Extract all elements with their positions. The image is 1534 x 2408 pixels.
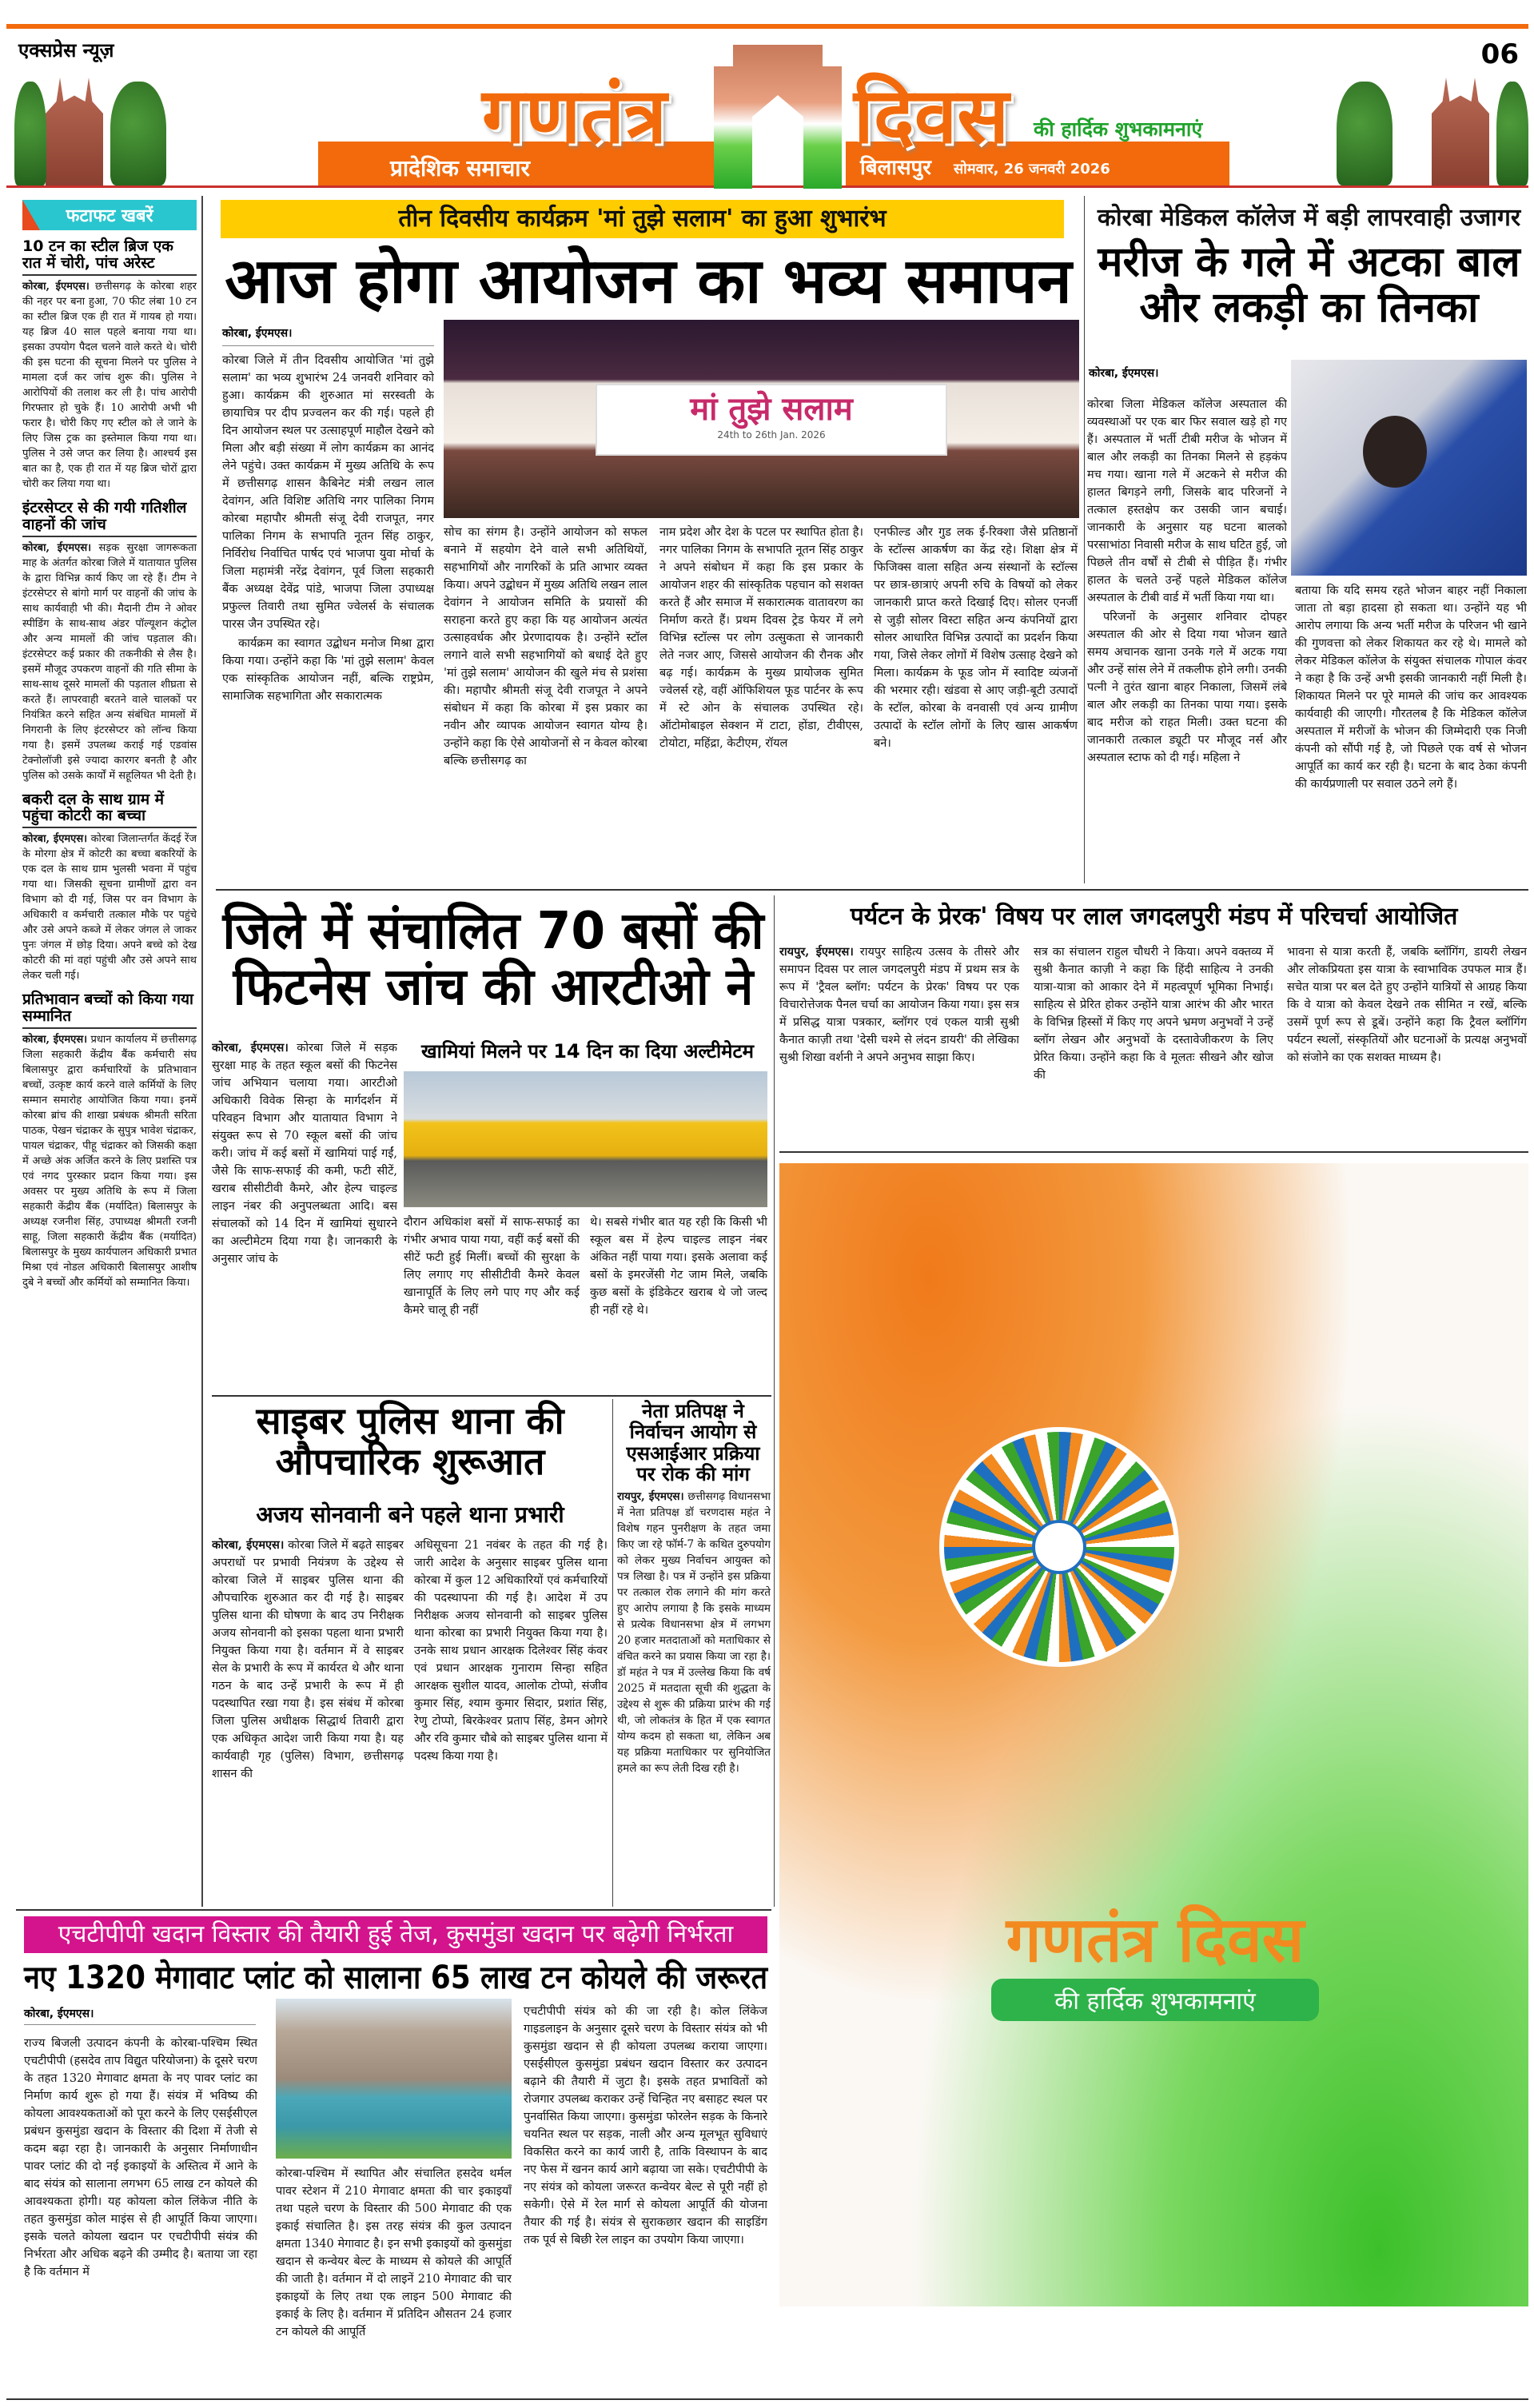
brief-text: कोरबा जिलान्तर्गत केंदई रेंज के मोरगा क्षेत्र में कोटरी का बच्चा बकरियों के एक दल के साथ ग्राम भुलसी भवना में पहुंच गया था। जिसकी सूचना ग्रामीणों द्वारा वन विभाग को दी गई, जिस पर वन विभाग के अधिकारी व कर्मचारी तत्काल मौके पर पहुंचे और उसे अपने कब्जे में लेकर जंगल ले जाकर पुनः जंगल में छोड़ दिया। अपने बच्चे को देख कोटरी की मां वहां पहुंची और उसे अपने साथ लेकर चली गई। [22,833,197,983]
tree-illustration [110,82,166,185]
brief-text: सड़क सुरक्षा जागरूकता माह के अंतर्गत कोरबा जिले में यातायात पुलिस के द्वारा विभिन्न कार्य किए जा रहे हैं। टीम ने इंटरसेप्टर से बांगो मार्ग पर वाहनों की जांच के साथ कार्यवाही भी की। मैदानी टीम ने ओवर स्पीडिंग के साथ-साथ अंडर पॉल्यूशन कंट्रोल और अन्य मामलों की जांच पड़ताल की। इंटरसेप्टर कई प्रकार की तकनीकी से लैस है। इसमें मौजूद उपकरण वाहनों की गति सीमा के साथ-साथ दूसरे मामलों की पड़ताल शीघ्रता से करते हैं। लापरवाही बरतने वाले चालकों पर नियंत्रित करने सहित अन्य संबंधित मामलों में निगरानी के लिए इंटरसेप्टर को लॉन्च किया गया है। इसमें उपलब्ध कराई गई एडवांस टेक्नोलॉजी इसे ज्यादा कारगर बनती है और पुलिस को उसके कार्यों में सहूलियत भी देती है। [22,541,197,782]
brief-text: छत्तीसगढ़ के कोरबा शहर की नहर पर बना हुआ, 70 फीट लंबा 10 टन का स्टील ब्रिज एक ही रात में गायब हो गया। यह ब्रिज 40 साल पहले बनाया गया था। इसका उपयोग पैदल चलने वाले करते थे। चोरी की इस घटना की सूचना मिलने पर पुलिस ने मामला दर्ज कर जांच शुरू की। पुलिस ने आरोपियों की तलाश कर ली है। पांच आरोपी गिरफ्तार हो चुके हैं। 10 आरोपी अभी भी फरार है। चोरी किए गए स्टील को ले जाने के लिए जिस ट्रक का इस्तेमाल किया गया था। पुलिस ने उसे जप्त कर लिया है। आश्चर्य इस बात का है, एक ही रात में यह ब्रिज चोरों द्वारा चोरी कर लिया गया था। [22,280,197,490]
brief-title: इंटरसेप्टर से की गयी गतिशील वाहनों की जांच [22,500,197,537]
patient-figure [1363,416,1427,488]
red-fort-illustration-right [1424,66,1496,185]
ntpc-column-3: एचटीपीपी संयंत्र को की जा रही है। कोल लिंकेज गाइडलाइन के अनुसार दूसरे चरण के विस्तार संयंत्र को भी कुसमुंडा खदान से ही कोयला उपलब्ध कराया जाएगा। एसईसीएल कुसमुंडा प्रबंधन खदान विस्तार कर उत्पादन बढ़ाने की तैयारी में जुटा है। इसके तहत प्रभावितों को रोजगार उपलब्ध कराकर उन्हें चिन्हित नए बसाहट स्थल पर पुनर्वासित किया जाएगा। कुसमुंडा फोरलेन सड़क के किनारे चयनित स्थल पर सड़क, नाली और अन्य मूलभूत सुविधाएं विकसित करने का कार्य जारी है, ताकि विस्थापन के बाद नए फेस में खनन कार्य आगे बढ़ाया जा सके। एचटीपीपी के नए संयंत्र को कोयला जरूरत कन्वेयर बेल्ट से पूरी नहीं हो सकेगी। ऐसे में रेल मार्ग से कोयला आपूर्ति की योजना तैयार की गई है। संयंत्र से सुराकछार खदान की साइडिंग तक पूर्व से बिछी रेल लाइन का उपयोग किया जाएगा। [524,2005,767,2247]
paragraph: परिजनों के अनुसार शनिवार दोपहर अस्पताल की ओर से दिया गया भोजन खाते समय अचानक खाना उनके गले में अटक गया और उन्हें सांस लेने में तकलीफ होने लगी। उनकी पत्नी ने तुरंत खाना बाहर निकाला, जिसमें लंबे बाल और लकड़ी का तिनका पाया गया। इसके बाद मरीज को राहत मिली। उक्त घटना की जानकारी तत्काल ड्यूटी पर मौजूद नर्स और अस्पताल स्टाफ को दी गई। महिला ने [1087,611,1287,764]
left-news-column [22,200,197,1290]
dateline: कोरबा, ईएमएस। [22,1034,88,1047]
ntpc-column-1: राज्य बिजली उत्पादन कंपनी के कोरबा-पश्चिम स्थित एचटीपीपी (हसदेव ताप विद्युत परियोजना) के दूसरे चरण के तहत 1320 मेगावाट क्षमता के नए पावर प्लांट का निर्माण कार्य शुरू हो गया हैं। संयंत्र में भविष्य की कोयला आवश्यकताओं को पूरा करने के लिए एसईसीएल प्रबंधन कुसमुंडा खदान के विस्तार की दिशा में तेजी से कदम बढ़ा रहा है। जानकारी के अनुसार निर्माणाधीन पावर प्लांट की दो नई इकाइयों के अस्तित्व में आने के बाद संयंत्र को सालाना लगभग 65 लाख टन कोयले की आवश्यकता होगी। यह कोयला कोल लिंकेज नीति के तहत कुसमुंडा कोल माइंस से ही आपूर्ति किया जाएगा। इसके चलते कोयला खदान पर एचटीपीपी संयंत्र की निर्भरता और अधिक बढ़ने की उम्मीद है। बताया जा रहा है कि वर्तमान में [24,2037,257,2278]
tree-illustration [1337,82,1393,185]
news-brief [22,991,197,1290]
date-label: सोमवार, 26 जनवरी 2026 [954,161,1110,177]
brief-body [22,831,197,983]
stage-banner [596,384,947,456]
cyber-column-1 [212,1537,404,1904]
paragraph: रायपुर साहित्य उत्सव के तीसरे और समापन दिवस पर लाल जगदलपुरी मंडप में प्रथम सत्र के रूप में 'ट्रैवल ब्लॉग: पर्यटन के प्रेरक' विषय पर एक विचारोत्तेजक पैनल चर्चा का आयोजन किया गया। इस सत्र में प्रसिद्ध यात्रा पत्रकार, ब्लॉगर एवं एकल यात्री सुश्री कैनात काज़ी तथा 'देसी चश्मे से लंदन डायरी' की लेखिका सुश्री शिखा वर्शनी ने अपने अनुभव साझा किए। [779,946,1019,1064]
ad-title: गणतंत्र दिवस [1006,1904,1305,1976]
stage-banner-dates: 24th to 26th Jan. 2026 [717,429,826,441]
india-gate-illustration [714,45,842,189]
paper-name: एक्सप्रेस न्यूज़ [18,39,114,62]
brief-title: प्रतिभावान बच्चों को किया गया सम्मानित [22,991,197,1029]
news-brief [22,791,197,984]
city-label: बिलासपुर [860,156,931,180]
title-diwas: दिवस [854,71,1010,161]
paragraph: कार्यक्रम का स्वागत उद्बोधन मनोज मिश्रा द्वारा किया गया। उन्होंने कहा कि 'मां तुझे सलाम' केवल एक सांस्कृतिक आयोजन नहीं, बल्कि राष्ट्रप्रेम, सामाजिक सहभागिता और सकारात्मक [222,637,434,703]
divider [222,345,434,346]
lead-column-3: नाम प्रदेश और देश के पटल पर स्थापित होता है। नगर पालिका निगम के सभापति नूतन सिंह ठाकुर ने अपने संबोधन में कहा कि इस प्रकार के आयोजन शहर की सांस्कृतिक पहचान को सशक्त करते हैं और समाज में सकारात्मक वातावरण का निर्माण करते हैं। प्रथम दिवस ट्रेड फेयर में लगे विभिन्न स्टॉल्स पर लोग उत्सुकता से जानकारी लेते नजर आए, जिससे आयोजन की रौनक और बढ़ गई। कार्यक्रम के मुख्य प्रायोजक सुमित ज्वेलर्स रहे, वहीं ऑफिशियल फूड पार्टनर के रूप में स्टे ओन के संचालक उपस्थित रहे। ऑटोमोबाइल सेक्शन में टाटा, होंडा, टीवीएस, टोयोटा, महिंद्रा, केटीएम, रॉयल [659,526,863,750]
paragraph: कोरबा जिले में बढ़ते साइबर अपराधों पर प्रभावी नियंत्रण के उद्देश्य से कोरबा जिले में साइबर पुलिस थाना की औपचारिक शुरुआत कर दी गई है। साइबर पुलिस थाना की घोषणा के बाद उप निरीक्षक अजय सोनवानी को इसका पहला थाना प्रभारी नियुक्त किया गया है। वर्तमान में वे साइबर सेल के प्रभारी के रूप में कार्यरत थे और थाना गठन के बाद उन्हें प्रभारी के रूप में ही पदस्थापित रखा गया है। इस संबंध में कोरबा जिला पुलिस अधीक्षक सिद्धार्थ तिवारी द्वारा एक अधिकृत आदेश जारी किया गया है। यह कार्यवाही गृह (पुलिस) विभाग, छत्तीसगढ़ शासन की [212,1539,404,1780]
ntpc-dateline: कोरबा, ईएमएस। [24,2007,94,2020]
column-divider [201,196,203,1907]
tree-illustration [1496,82,1528,185]
lead-headline: आज होगा आयोजन का भव्य समापन [225,245,1072,317]
medical-kicker: कोरबा मेडिकल कॉलेज में बड़ी लापरवाही उजागर [1097,204,1521,232]
masthead [6,24,1528,188]
title-ganatantra: गणतंत्र [482,71,667,161]
ad-subtitle: की हार्दिक शुभकामनाएं [991,1979,1319,2021]
column-divider [774,895,775,1907]
dateline: कोरबा, ईएमएस। [212,1538,285,1552]
brief-text: प्रधान कार्यालय में छत्तीसगढ़ जिला सहकारी केंद्रीय बैंक कर्मचारी संघ बिलासपुर द्वारा कर्मचारियों के प्रतिभावान बच्चों, उत्कृष्ट कार्य करने वाले कर्मियों के लिए सम्मान समारोह आयोजित किया गया। इनमें कोरबा ब्रांच की शाखा प्रबंधक श्रीमती सरिता पाठक, पेखन चंद्राकर के सुपुत्र भावेश चंद्राकर, पायल चंद्राकर, पीहू चंद्राकर को जिसकी कक्षा में अच्छे अंक अर्जित करने के लिए प्रशस्ति पत्र एवं नगद पुरस्कार प्रदान किया गया। इस अवसर पर मुख्य अतिथि के रूप में जिला सहकारी केंद्रीय बैंक (मर्यादित) बिलासपुर के अध्यक्ष रजनीश सिंह, उपाध्यक्ष श्रीमती रजनी साहू, जिला सहकारी केंद्रीय बैंक (मर्यादित) बिलासपुर के मुख्य कार्यपालन अधिकारी प्रभात मिश्रा एवं नोडल अधिकारी बिलासपुर आशीष दुबे ने बच्चों और कर्मियों को सम्मानित किया। [22,1034,197,1290]
patient-photo [1291,360,1527,576]
section-divider [779,1151,1528,1153]
dateline: रायपुर, ईएमएस। [617,1490,684,1503]
paragraph: कोरबा जिला मेडिकल कॉलेज अस्पताल की व्यवस्थाओं पर एक बार फिर सवाल खड़े हो गए हैं। अस्पताल में भर्ती टीबी मरीज के भोजन में बाल और लकड़ी का तिनका मिलने से हड़कंप मच गया। खाना गले में अटकने से मरीज की हालत बिगड़ने लगी, जिसके बाद परिजनों ने तत्काल हस्तक्षेप कर उसकी जान बचाई। जानकारी के अनुसार यह घटना बालको परसाभांठा निवासी मरीज के साथ घटित हुई, जो पिछले तीन वर्षों से टीबी से पीड़ित हैं। गंभीर हालत के चलते उन्हें पहले मेडिकल कॉलेज अस्पताल के टीबी वार्ड में भर्ती किया गया था। [1087,398,1287,604]
page-bottom-rule [6,2398,1528,2400]
medical-column-1 [1087,396,1287,883]
news-brief [22,238,197,492]
banner-accent [22,200,40,230]
lead-column-2: सोच का संगम है। उन्होंने आयोजन को सफल बनाने में सहयोग देने वाले सभी अतिथियों, सहभागियों और नागरिकों के प्रति आभार व्यक्त किया। अपने उद्बोधन में मुख्य अतिथि लखन लाल देवांगन ने आयोजन समिति के प्रयासों की सराहना करते हुए कहा कि यह आयोजन अत्यंत उत्साहवर्धक और प्रेरणादायक है। उन्होंने स्टॉल लगाने वाले सभी सहभागियों को बधाई देते हुए 'मां तुझे सलाम' आयोजन की खुले मंच से प्रशंसा की। महापौर श्रीमती संजू देवी राजपूत ने अपने संबोधन में कहा कि कोरबा में इस प्रकार का नवीन और व्यापक आयोजन स्वागत योग्य है। उन्होंने कहा कि ऐसे आयोजनों से न केवल कोरबा बल्कि छत्तीसगढ़ का [444,526,647,767]
bus-headline: जिले में संचालित 70 बसों की फिटनेस जांच की आरटीओ ने [222,902,764,1018]
ntpc-headline: नए 1320 मेगावाट प्लांट को सालाना 65 लाख टन कोयले की जरूरत [24,1959,767,1996]
stage-banner-title: मां तुझे सलाम [690,391,853,428]
page-number: 06 [1480,38,1519,70]
section-divider [16,1909,771,1911]
medical-dateline: कोरबा, ईएमएस। [1089,367,1159,380]
brief-title: बकरी दल के साथ ग्राम में पहुंचा कोटरी का बच्चा [22,791,197,829]
opposition-headline: नेता प्रतिपक्ष ने निर्वाचन आयोग से एसआईआर प्रक्रिया पर रोक की मांग [626,1400,760,1486]
republic-day-greeting-ad [779,1163,1528,2306]
paragraph: कोरबा जिले में सड़क सुरक्षा माह के तहत स्कूल बसों की फिटनेस जांच अभियान चलाया गया। आरटीओ अधिकारी विवेक सिन्हा के मार्गदर्शन में परिवहन विभाग और यातायात विभाग ने संयुक्त रूप से 70 स्कूल बसों की जांच करी। जांच में कई बसों में खामियां पाई गईं, जैसे कि साफ-सफाई की कमी, फटी सीटें, खराब सीसीटीवी कैमरे, और हेल्प चाइल्ड लाइन नंबर की अनुपलब्धता आदि। बस संचालकों को 14 दिन में खामियां सुधारने का अल्टीमेटम दिया गया है। जानकारी के अनुसार जांच के [212,1042,397,1266]
bus-column-3: थे। सबसे गंभीर बात यह रही कि किसी भी स्कूल बस में हेल्प चाइल्ड लाइन नंबर अंकित नहीं पाया गया। इसके अलावा कई बसों के इमरजेंसी गेट जाम मिले, जबकि कुछ बसों के इंडिकेटर खराब थे जो जल्द ही नहीं रहे थे। [590,1216,767,1317]
tree-illustration [14,82,46,185]
coal-mine-photo [276,1999,512,2159]
red-fort-illustration-left [38,66,110,185]
medical-column-2: बताया कि यदि समय रहते भोजन बाहर नहीं निकाला जाता तो बड़ा हादसा हो सकता था। उन्होंने यह भी आरोप लगाया कि अन्य भर्ती मरीज के परिजन भी खाने की गुणवत्ता को लेकर शिकायत कर रहे थे। मामले को लेकर मेडिकल कॉलेज के संयुक्त संचालक गोपाल कंवर ने कहा है कि उन्हें अभी इसकी जानकारी नहीं मिली है। शिकायत मिलने पर पूरे मामले की जांच कर आवश्यक कार्यवाही की जाएगी। गौरतलब है कि मेडिकल कॉलेज अस्पताल में मरीजों के भोजन की जिम्मेदारी एक निजी कंपनी को सौंपी गई है, जो पिछले एक वर्ष से भोजन आपूर्ति का कार्य कर रही है। घटना के बाद ठेका कंपनी की कार्यप्रणाली पर सवाल उठने लगे हैं। [1295,584,1527,791]
lead-column-4: एनफील्ड और गुड लक ई-रिक्शा जैसे प्रतिष्ठानों के स्टॉल्स आकर्षण का केंद्र रहे। शिक्षा क्षेत्र में फिजिक्स वाला सहित अन्य संस्थानों के स्टॉल्स पर छात्र-छात्राएं अपनी रुचि के विषयों को लेकर जानकारी प्राप्त करते दिखाई दिए। सोलर एनर्जी से जुड़ी सोलर विस्टा सहित अन्य कंपनियों द्वारा सोलर आधारित विभिन्न उत्पादों का प्रदर्शन किया गया, जिसे लेकर लोगों में विशेष उत्साह देखने को मिला। कार्यक्रम के फूड जोन में स्वादिष्ट व्यंजनों की भरमार रही। खंडवा से आए जड़ी-बूटी उत्पादों के स्टॉल, कोरबा के वनवासी एवं अन्य ग्रामीण उत्पादों के स्टॉल लोगों के लिए खास आकर्षण बने। [874,526,1078,750]
quick-news-banner [22,200,197,230]
school-bus-inspection-photo [404,1071,767,1207]
brief-title: 10 टन का स्टील ब्रिज एक रात में चोरी, पांच अरेस्ट [22,238,197,276]
tourism-column-1 [779,943,1019,1147]
bus-column-1 [212,1039,397,1391]
brief-body [22,279,197,492]
cyber-subhead: अजय सोनवानी बने पहले थाना प्रभारी [256,1501,564,1528]
ntpc-column-2: कोरबा-पश्चिम में स्थापित और संचालित हसदेव थर्मल पावर स्टेशन में 210 मेगावाट क्षमता की चार इकाइयाँ तथा पहले चरण के विस्तार की 500 मेगावाट की एक इकाई संचालित है। इस तरह संयंत्र की कुल उत्पादन क्षमता 1340 मेगावाट है। इन सभी इकाइयों को कुसमुंडा खदान से कन्वेयर बेल्ट के माध्यम से कोयले की आपूर्ति की जाती है। वर्तमान में दो लाइनें 210 मेगावाट की चार इकाइयों के लिए तथा एक लाइन 500 मेगावाट की इकाई के लिए है। वर्तमान में प्रतिदिन औसतन 24 हजार टन कोयले की आपूर्ति [276,2167,512,2338]
brief-body [22,540,197,783]
tourism-headline: पर्यटन के प्रेरक' विषय पर लाल जगदलपुरी मंडप में परिचर्चा आयोजित [850,903,1458,931]
divider [24,2024,256,2025]
lead-kicker: तीन दिवसीय कार्यक्रम 'मां तुझे सलाम' का हुआ शुभारंभ [221,200,1064,238]
greeting-label: की हार्दिक शुभकामनाएं [1034,118,1203,141]
cyber-column-2: अधिसूचना 21 नवंबर के तहत की गई है। जारी आदेश के अनुसार साइबर पुलिस थाना कोरबा में कुल 12 अधिकारियों एवं कर्मचारियों की पदस्थापना की गई है। आदेश में उप निरीक्षक अजय सोनवानी को साइबर पुलिस थाना कोरबा का प्रभारी नियुक्त किया गया है। उनके साथ प्रधान आरक्षक दिलेश्वर सिंह कंवर एवं प्रधान आरक्षक गुनाराम सिन्हा सहित आरक्षक सुशील यादव, आलोक टोप्पो, संजीव कुमार सिंह, श्याम कुमार सिदार, प्रशांत सिंह, रेणु टोप्पो, बिरकेश्वर प्रताप सिंह, डेमन ओगरे और रवि कुमार चौबे को साइबर पुलिस थाना में पदस्थ किया गया है। [414,1539,608,1763]
news-brief [22,500,197,783]
medical-headline: मरीज के गले में अटका बाल और लकड़ी का तिनका [1098,238,1520,333]
bus-column-2: दौरान अधिकांश बसों में साफ-सफाई का गंभीर अभाव पाया गया, वहीं कई बसों की सीटें फटी हुई मिलीं। बच्चों की सुरक्षा के लिए लगाए गए सीसीटीवी कैमरे केवल खानापूर्ति के लिए लगे पाए गए और कई कैमरे चालू ही नहीं [404,1216,580,1317]
paragraph: कोरबा जिले में तीन दिवसीय आयोजित 'मां तुझे सलाम' का भव्य शुभारंभ 24 जनवरी शनिवार को हुआ। कार्यक्रम की शुरुआत मां सरस्वती के छायाचित्र पर दीप प्रज्वलन कर की गई। पहले ही दिन आयोजन स्थल पर उत्साहपूर्ण माहौल देखने को मिला और बड़ी संख्या में लोग कार्यक्रम का आनंद लेने पहुंचे। उक्त कार्यक्रम में मुख्य अतिथि के रूप में छत्तीसगढ़ शासन कैबिनेट मंत्री लखन लाल देवांगन, अति विशिष्ट अतिथि नगर पालिका निगम कोरबा महापौर श्रीमती संजू देवी राजपूत, नगर पालिका निगम के सभापति नूतन सिंह ठाकुर, निर्विरोध निर्वाचित पार्षद एवं भाजपा युवा मोर्चा के जिला महामंत्री नरेंद्र देवांगन, पूर्व जिला सहकारी बैंक अध्यक्ष देवेंद्र पांडे, भाजपा जिला उपाध्यक्ष प्रफुल्ल तिवारी तथा सुमित ज्वेलर्स के संचालक पारस जैन उपस्थित रहे। [222,354,434,631]
brief-body [22,1032,197,1290]
cyber-headline: साइबर पुलिस थाना की औपचारिक शुरूआत [256,1399,564,1483]
dateline: कोरबा, ईएमएस। [22,280,90,293]
opposition-body [617,1489,771,1904]
paragraph: छत्तीसगढ़ विधानसभा में नेता प्रतिपक्ष डॉ चरणदास महंत ने विशेष गहन पुनरीक्षण के तहत जमा किए जा रहे फॉर्म-7 के कथित दुरुपयोग को लेकर मुख्य निर्वाचन आयुक्त को पत्र लिखा है। पत्र में उन्होंने इस प्रक्रिया पर तत्काल रोक लगाने की मांग करते हुए आरोप लगाया है कि इसके माध्यम से प्रत्येक विधानसभा क्षेत्र में लगभग 20 हजार मतदाताओं को मताधिकार से वंचित करने का प्रयास किया जा रहा है। डॉ महंत ने पत्र में उल्लेख किया कि वर्ष 2025 में मतदाता सूची की शुद्धता के उद्देश्य से शुरू की प्रक्रिया प्रारंभ की गई थी, जो लोकतंत्र के हित में एक स्वागत योग्य कदम हो सकता था, लेकिन अब यह प्रक्रिया मताधिकार पर सुनियोजित हमले का रूप लेती दिख रही है। [617,1490,771,1775]
section-label: प्रादेशिक समाचार [390,155,531,181]
chakra-center [1032,1520,1086,1574]
bus-subhead: खामियां मिलने पर 14 दिन का दिया अल्टीमेटम [421,1040,754,1062]
dateline: कोरबा, ईएमएस। [22,833,88,846]
tourism-column-3: भावना से यात्रा करती हैं, जबकि ब्लॉगिंग, डायरी लेखन और लोकप्रियता इस यात्रा के स्वाभाविक उपफल मात्र हैं। सचेत यात्रा पर बल देते हुए उन्होंने यात्रियों से आग्रह किया कि वे यात्रा को केवल देखने तक सीमित न रखें, बल्कि उसमें पूर्ण रूप से डूबें। उन्होंने कहा कि ट्रैवल ब्लॉगिंग पर्यटन स्थलों, संस्कृतियों और घटनाओं के प्रत्यक्ष अनुभवों को संजोने का एक सशक्त माध्यम है। [1287,946,1527,1064]
dateline: रायपुर, ईएमएस। [779,945,854,959]
quick-news-banner-label: फटाफट खबरें [66,206,153,226]
section-divider [212,1395,771,1397]
column-divider [612,1399,613,1907]
column-divider [1084,196,1085,883]
section-divider [216,889,1528,891]
lead-dateline: कोरबा, ईएमएस। [222,327,293,340]
ntpc-kicker: एचटीपीपी खदान विस्तार की तैयारी हुई तेज, कुसमुंडा खदान पर बढ़ेगी निर्भरता [24,1916,767,1953]
tourism-column-2: सत्र का संचालन राहुल चौधरी ने किया। अपने वक्तव्य में सुश्री कैनात काज़ी ने कहा कि हिंदी साहित्य ने उनकी यात्रा-यात्रा को आकार देने में महत्वपूर्ण भूमिका निभाई। साहित्य से प्रेरित होकर उन्होंने यात्रा आरंभ की और भारत के विभिन्न हिस्सों में किए गए अपने भ्रमण अनुभवों ने उन्हें ब्लॉग लेखन और अनुभवों के दस्तावेजीकरण के लिए प्रेरित किया। उन्होंने कहा कि वे मूलतः सीखने और खोज की [1034,946,1273,1082]
dateline: कोरबा, ईएमएस। [22,541,92,554]
event-stage-photo [444,320,1079,518]
lead-column-1 [222,352,434,871]
dateline: कोरबा, ईएमएस। [212,1041,289,1054]
ashoka-chakra-flower-icon [939,1427,1179,1667]
